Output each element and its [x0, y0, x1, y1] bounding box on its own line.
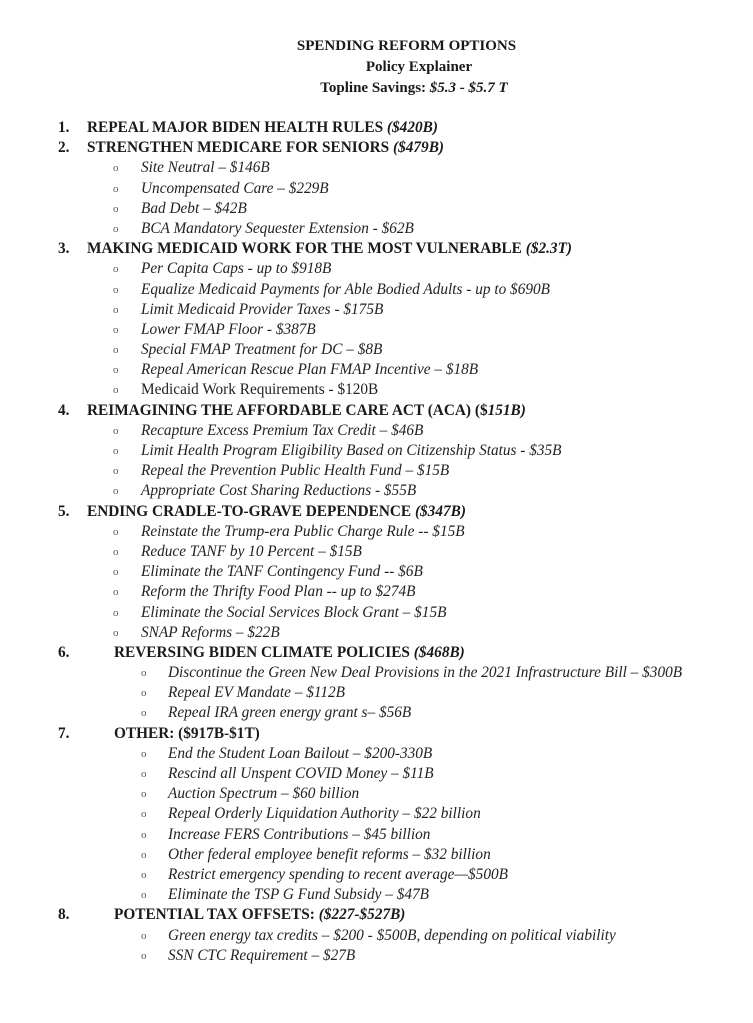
bullet-icon: o — [113, 162, 119, 175]
bullet-icon: o — [141, 808, 147, 821]
item-text: Reduce TANF by 10 Percent – $15B — [141, 542, 362, 560]
section-7 — [0, 724, 753, 906]
item-text: Medicaid Work Requirements - $120B — [141, 381, 379, 399]
item-text: End the Student Loan Bailout – $200-330B — [168, 744, 433, 762]
bullet-icon: o — [141, 848, 147, 861]
list-item — [0, 582, 753, 602]
item-text: Equalize Medicaid Payments for Able Bodied Adults - up to $690B — [141, 280, 550, 298]
bullet-icon: o — [141, 768, 147, 780]
document-header — [0, 36, 753, 99]
item-text: Limit Health Program Eligibility Based on Citizenship Status - $35B — [141, 442, 562, 459]
item-text: BCA Mandatory Sequester Extension - $62B — [141, 219, 414, 237]
item-text: Increase FERS Contributions – $45 billion — [168, 825, 431, 843]
list-item — [0, 683, 753, 703]
list-item — [0, 623, 753, 643]
item-text: Green energy tax credits – $200 - $500B, depending on political viability — [168, 926, 616, 944]
section-amount: ($227-$527B) — [318, 906, 406, 924]
section-heading — [0, 138, 753, 158]
document-body — [0, 118, 753, 966]
item-text: Appropriate Cost Sharing Reductions - $55B — [141, 482, 417, 500]
item-text: Recapture Excess Premium Tax Credit – $46B — [141, 421, 424, 439]
bullet-icon: o — [113, 606, 119, 619]
section-heading — [0, 502, 753, 522]
list-item — [0, 280, 753, 300]
item-text: Site Neutral – $146B — [141, 159, 270, 177]
bullet-icon: o — [113, 384, 119, 397]
section-title — [87, 138, 444, 158]
list-item — [0, 804, 753, 824]
list-item — [0, 380, 753, 400]
list-item — [0, 744, 753, 764]
section-6 — [0, 643, 753, 724]
list-item — [0, 421, 753, 441]
item-text: Other federal employee benefit reforms – $32 billion — [168, 845, 491, 863]
item-text: Repeal the Prevention Public Health Fund – $15B — [141, 462, 450, 480]
list-item — [0, 784, 753, 804]
bullet-icon: o — [113, 323, 119, 336]
section-amount: ($479B) — [393, 139, 444, 157]
list-item — [0, 300, 753, 320]
bullet-icon: o — [141, 747, 147, 760]
item-text: Reform the Thrifty Food Plan -- up to $274B — [141, 583, 416, 601]
list-item — [0, 441, 753, 461]
section-title-text: REVERSING BIDEN CLIMATE POLICIES — [114, 643, 414, 661]
list-item — [0, 562, 753, 582]
bullet-icon: o — [113, 344, 119, 357]
list-item — [0, 845, 753, 865]
bullet-icon: o — [113, 424, 119, 437]
item-text: Repeal American Rescue Plan FMAP Incentive – $18B — [141, 361, 479, 379]
bullet-icon: o — [113, 465, 119, 478]
list-item — [0, 320, 753, 340]
list-item — [0, 340, 753, 360]
bullet-icon: o — [113, 303, 119, 316]
list-item — [0, 461, 753, 481]
list-item — [0, 865, 753, 885]
section-title-text: OTHER: ($917B-$1T) — [114, 724, 260, 742]
section-heading — [0, 643, 753, 663]
bullet-icon: o — [141, 868, 147, 881]
section-title-text: ENDING CRADLE-TO-GRAVE DEPENDENCE — [87, 502, 415, 520]
section-title — [114, 905, 405, 925]
list-item — [0, 542, 753, 562]
bullet-icon: o — [141, 949, 147, 962]
bullet-icon: o — [141, 828, 147, 841]
list-item — [0, 663, 753, 683]
section-1 — [0, 118, 753, 138]
item-text: Per Capita Caps - up to $918B — [141, 260, 332, 278]
section-number: 1. — [58, 119, 70, 136]
bullet-icon: o — [113, 182, 119, 195]
item-text: Eliminate the TSP G Fund Subsidy – $47B — [168, 886, 430, 904]
item-text: Repeal EV Mandate – $112B — [168, 684, 346, 702]
section-heading — [0, 905, 753, 925]
document-title: SPENDING REFORM OPTIONS — [296, 38, 517, 54]
item-text: Uncompensated Care – $229B — [141, 179, 329, 197]
bullet-icon: o — [113, 545, 119, 558]
item-text: SNAP Reforms – $22B — [141, 623, 280, 641]
section-title — [87, 239, 572, 259]
list-item — [0, 179, 753, 199]
section-title-text: POTENTIAL TAX OFFSETS: — [114, 906, 319, 924]
topline-savings — [0, 78, 753, 99]
item-text: Eliminate the Social Services Block Grant – $15B — [141, 603, 447, 621]
section-2 — [0, 138, 753, 239]
section-5 — [0, 502, 753, 643]
list-item — [0, 481, 753, 501]
section-title — [87, 502, 466, 522]
section-number: 5. — [58, 502, 70, 520]
item-text: Reinstate the Trump-era Public Charge Rule -- $15B — [141, 522, 465, 540]
section-title-text: REIMAGINING THE AFFORDABLE CARE ACT (ACA) ($ — [87, 401, 488, 419]
section-number: 6. — [58, 643, 70, 661]
item-text: Auction Spectrum – $60 billion — [168, 785, 360, 803]
item-text: Repeal IRA green energy grant s– $56B — [168, 704, 412, 722]
list-item — [0, 158, 753, 178]
document-subtitle: Policy Explainer — [365, 59, 473, 75]
item-text: Lower FMAP Floor - $387B — [141, 320, 316, 338]
bullet-icon: o — [113, 626, 119, 639]
section-4 — [0, 401, 753, 502]
bullet-icon: o — [141, 667, 147, 680]
item-text: Restrict emergency spending to recent average—$500B — [168, 865, 508, 883]
section-heading — [0, 724, 753, 744]
list-item — [0, 926, 753, 946]
list-item — [0, 946, 753, 966]
bullet-icon: o — [113, 445, 119, 457]
list-item — [0, 219, 753, 239]
section-title-text: STRENGTHEN MEDICARE FOR SENIORS — [87, 139, 393, 157]
section-title — [87, 118, 438, 138]
list-item — [0, 603, 753, 623]
list-item — [0, 885, 753, 905]
bullet-icon: o — [113, 485, 119, 498]
section-heading — [0, 401, 753, 421]
bullet-icon: o — [141, 788, 147, 801]
item-text: Special FMAP Treatment for DC – $8B — [141, 341, 383, 359]
section-heading — [0, 239, 753, 259]
list-item — [0, 825, 753, 845]
topline-label: Topline Savings: — [320, 80, 430, 96]
bullet-icon: o — [141, 929, 147, 942]
bullet-icon: o — [113, 586, 119, 599]
section-3 — [0, 239, 753, 401]
bullet-icon: o — [141, 687, 147, 700]
section-title — [114, 643, 465, 663]
list-item — [0, 764, 753, 784]
bullet-icon: o — [113, 283, 119, 296]
bullet-icon: o — [141, 889, 147, 902]
section-amount: ($468B) — [413, 643, 465, 661]
section-number: 2. — [58, 139, 70, 157]
item-text: Eliminate the TANF Contingency Fund -- $6B — [141, 563, 423, 581]
item-text: Limit Medicaid Provider Taxes - $175B — [141, 300, 384, 318]
section-amount: ($347B) — [414, 502, 466, 520]
topline-value: $5.3 - $5.7 T — [429, 80, 508, 96]
section-amount: 151B) — [487, 401, 526, 419]
section-number: 3. — [58, 240, 70, 258]
section-8 — [0, 905, 753, 966]
section-title — [87, 401, 526, 421]
bullet-icon: o — [113, 222, 119, 235]
list-item — [0, 259, 753, 279]
item-text: SSN CTC Requirement – $27B — [168, 946, 356, 964]
item-text: Rescind all Unspent COVID Money – $11B — [168, 765, 434, 782]
bullet-icon: o — [113, 202, 119, 215]
section-number: 4. — [58, 401, 70, 419]
section-title-text: REPEAL MAJOR BIDEN HEALTH RULES — [87, 119, 387, 136]
item-text: Bad Debt – $42B — [141, 199, 247, 217]
item-text: Repeal Orderly Liquidation Authority – $22 billion — [168, 805, 481, 823]
list-item — [0, 199, 753, 219]
section-amount: ($420B) — [386, 119, 438, 136]
item-text: Discontinue the Green New Deal Provisions in the 2021 Infrastructure Bill – $300B — [168, 664, 683, 682]
bullet-icon: o — [113, 364, 119, 377]
bullet-icon: o — [113, 566, 119, 579]
section-title — [114, 724, 260, 744]
section-number: 8. — [58, 906, 70, 924]
bullet-icon: o — [113, 263, 119, 276]
bullet-icon: o — [113, 525, 119, 538]
section-amount: ($2.3T) — [525, 240, 573, 258]
list-item — [0, 703, 753, 723]
section-title-text: MAKING MEDICAID WORK FOR THE MOST VULNERABLE — [87, 240, 526, 258]
section-heading — [0, 118, 753, 138]
bullet-icon: o — [141, 707, 147, 720]
list-item — [0, 360, 753, 380]
list-item — [0, 522, 753, 542]
section-number: 7. — [58, 724, 70, 742]
